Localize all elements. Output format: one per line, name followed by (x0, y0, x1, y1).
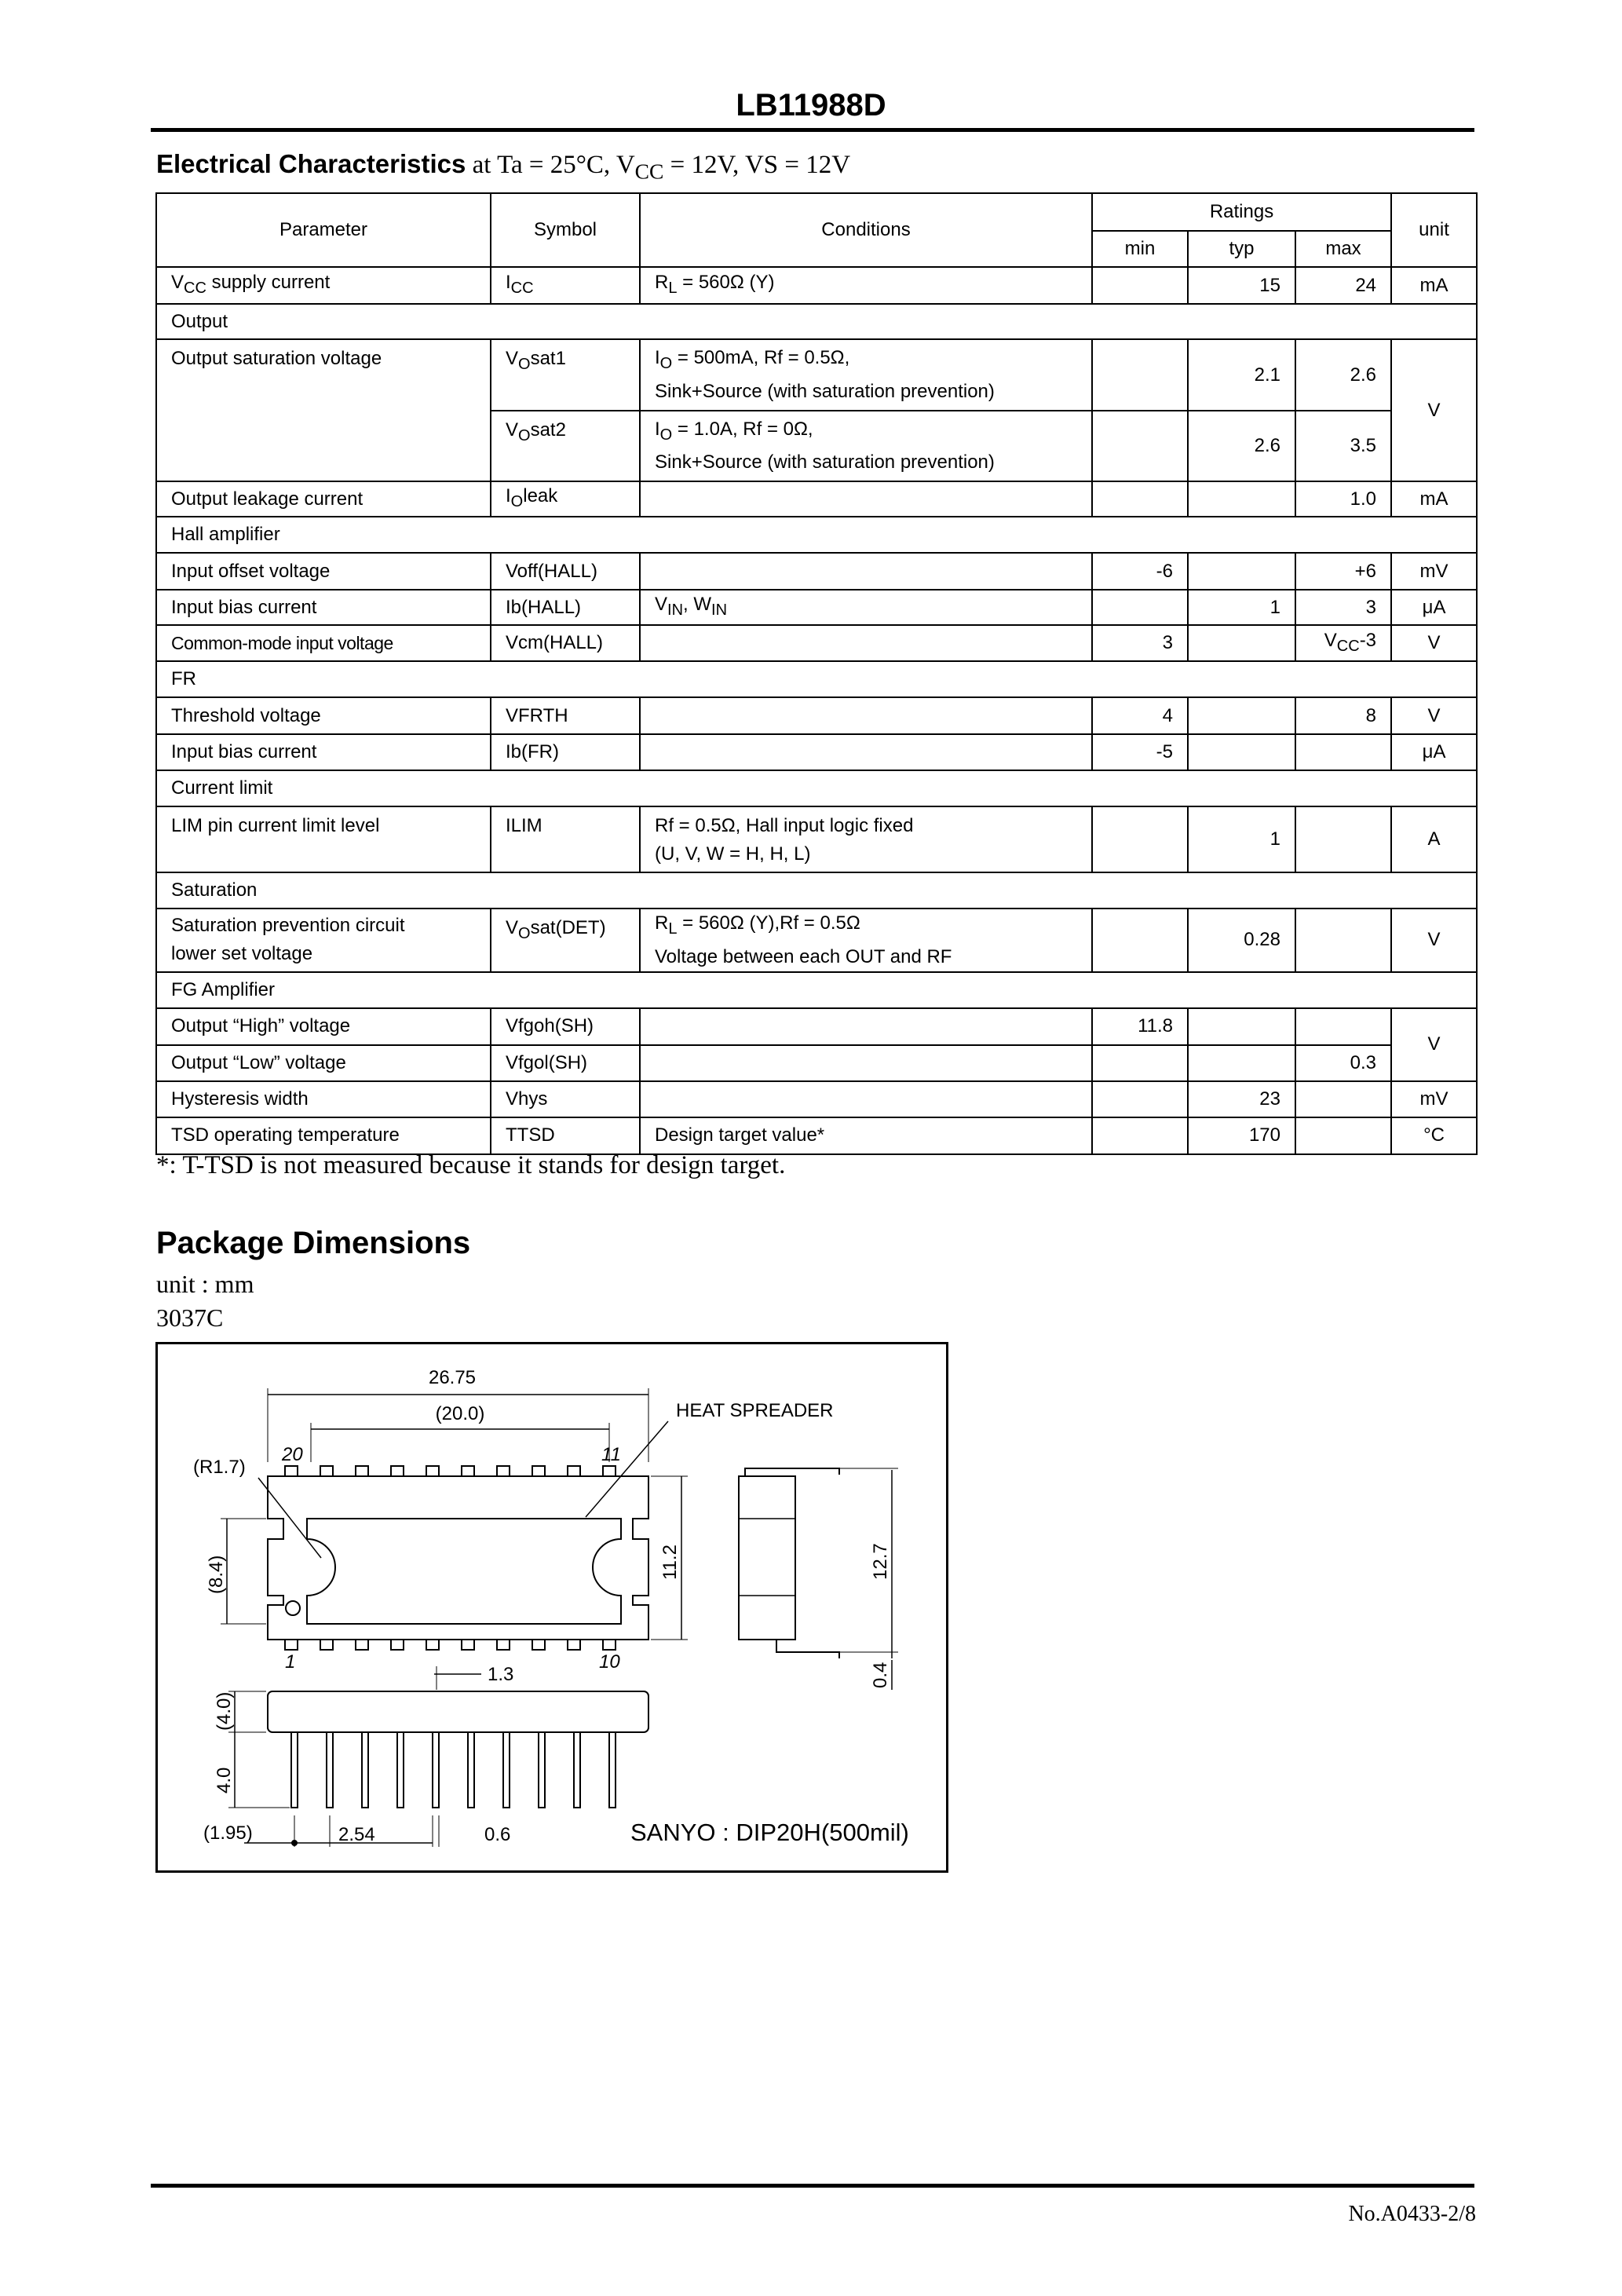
conditions-cell: Design target value* (640, 1117, 1092, 1154)
document-title: LB11988D (736, 88, 886, 122)
dim-end-offset: (1.95) (203, 1823, 253, 1844)
table-row (156, 806, 1477, 872)
param-cell: Output leakage current (156, 481, 491, 517)
max-cell: +6 (1295, 553, 1391, 590)
table-row (156, 590, 1477, 625)
typ-cell: 170 (1188, 1117, 1295, 1154)
max-cell: 24 (1295, 267, 1391, 304)
symbol-cell: VFRTH (491, 697, 640, 734)
max-cell: 1.0 (1295, 481, 1391, 517)
top-view-outline (268, 1476, 648, 1640)
footnote: *: T-TSD is not measured because it stands for design target. (156, 1151, 786, 1179)
typ-cell (1188, 553, 1295, 590)
dim-spreader-width: 11.2 (659, 1545, 681, 1580)
max-cell (1295, 909, 1391, 972)
bottom-rule (151, 2184, 1474, 2188)
label-radius: (R1.7) (193, 1457, 246, 1478)
top-rule (151, 128, 1474, 132)
min-cell: 4 (1092, 697, 1188, 734)
conditions-cell: $I_O = 1.0A$, Rf = 0Ω, Sink+Source (with saturation prevention) (640, 411, 1092, 481)
section-label: Saturation (156, 872, 1477, 909)
symbol-cell: $I_Oleak$ (491, 481, 640, 517)
dim-body-pitch: 1.3 (488, 1664, 514, 1685)
min-cell (1092, 590, 1188, 625)
conditions-cell (640, 553, 1092, 590)
typ-cell: 15 (1188, 267, 1295, 304)
param-cell: Input offset voltage (156, 553, 491, 590)
table-row (156, 697, 1477, 734)
header-conditions: Conditions (640, 193, 1092, 267)
min-cell (1092, 411, 1188, 481)
unit-cell: V (1391, 909, 1477, 972)
unit-cell: V (1391, 625, 1477, 661)
top-view (221, 1388, 688, 1650)
typ-cell (1188, 1045, 1295, 1081)
dim-lead-width: 0.6 (484, 1824, 511, 1845)
unit-cell: mV (1391, 1081, 1477, 1117)
conditions-cell: $R_L = 560\Omega$ (Y),Rf = 0.5Ω Voltage between each OUT and RF (640, 909, 1092, 972)
conditions-cell: Rf = 0.5Ω, Hall input logic fixed (U, V, W = H, H, L) (640, 806, 1092, 872)
symbol-cell: TTSD (491, 1117, 640, 1154)
min-cell (1092, 1117, 1188, 1154)
header-symbol: Symbol (491, 193, 640, 267)
typ-cell: 1 (1188, 590, 1295, 625)
header-min: min (1092, 231, 1188, 267)
table-row (156, 1081, 1477, 1117)
symbol-cell: ILIM (491, 806, 640, 872)
header-typ: typ (1188, 231, 1295, 267)
symbol-cell: $V_Osat(DET)$ (491, 909, 640, 972)
conditions-cell (640, 1081, 1092, 1117)
unit-cell: A (1391, 806, 1477, 872)
section-row (156, 770, 1477, 806)
header-ratings: Ratings (1092, 193, 1391, 231)
min-cell: 11.8 (1092, 1008, 1188, 1045)
param-cell: Output “Low” voltage (156, 1045, 491, 1081)
max-cell: 0.3 (1295, 1045, 1391, 1081)
conditions-cell: $R_L = 560\Omega$ (Y) (640, 267, 1092, 304)
symbol-cell: Voff(HALL) (491, 553, 640, 590)
header-max: max (1295, 231, 1391, 267)
max-cell: 3 (1295, 590, 1391, 625)
dim-pin-span: (20.0) (435, 1403, 485, 1424)
conditions-cell: $V_{IN}$, $W_{IN}$ (640, 590, 1092, 625)
dim-lead-length: 4.0 (214, 1767, 235, 1793)
electrical-characteristics-table (155, 192, 1478, 1155)
typ-cell (1188, 481, 1295, 517)
param-cell: Output “High” voltage (156, 1008, 491, 1045)
dim-total-length: 26.75 (428, 1367, 477, 1388)
typ-cell: 23 (1188, 1081, 1295, 1117)
section-label: Current limit (156, 770, 1477, 806)
conditions-prefix: at Ta = 25°C, V (466, 151, 635, 179)
min-cell (1092, 1081, 1188, 1117)
table-row (156, 1008, 1477, 1045)
section-title: Electrical Characteristics (156, 149, 466, 178)
section-row (156, 517, 1477, 553)
max-cell (1295, 1117, 1391, 1154)
table-row (156, 734, 1477, 770)
dim-pitch: 2.54 (338, 1824, 375, 1845)
header-row (156, 193, 1477, 231)
conditions-cell (640, 697, 1092, 734)
conditions-cell: $I_O = 500mA$, Rf = 0.5Ω, Sink+Source (with saturation prevention) (640, 339, 1092, 411)
symbol-cell: Vcm(HALL) (491, 625, 640, 661)
pin1-index-mark (286, 1601, 300, 1615)
unit-cell: °C (1391, 1117, 1477, 1154)
unit-cell: μA (1391, 734, 1477, 770)
conditions-cell (640, 1008, 1092, 1045)
param-cell: Common-mode input voltage (156, 625, 491, 661)
typ-cell: 2.1 (1188, 339, 1295, 411)
section-label: FG Amplifier (156, 972, 1477, 1008)
min-cell (1092, 806, 1188, 872)
package-name-label: SANYO : DIP20H(500mil) (630, 1819, 909, 1846)
section-row (156, 304, 1477, 339)
typ-cell (1188, 625, 1295, 661)
package-dimensions-heading: Package Dimensions (156, 1226, 471, 1260)
section-row (156, 872, 1477, 909)
table-row (156, 267, 1477, 304)
table-row (156, 339, 1477, 411)
param-cell: Input bias current (156, 590, 491, 625)
conditions-cell (640, 481, 1092, 517)
section-label: Output (156, 304, 1477, 339)
table-row (156, 553, 1477, 590)
conditions-cell (640, 625, 1092, 661)
unit-cell: μA (1391, 590, 1477, 625)
symbol-cell: Ib(HALL) (491, 590, 640, 625)
label-pin-20: 20 (282, 1444, 303, 1465)
front-view-body (268, 1691, 648, 1732)
electrical-characteristics-heading (156, 149, 850, 185)
conditions-suffix: = 12V, VS = 12V (663, 151, 851, 179)
max-cell (1295, 1081, 1391, 1117)
max-cell: 8 (1295, 697, 1391, 734)
conditions-sub: CC (634, 159, 664, 184)
table-row (156, 1045, 1477, 1081)
typ-cell (1188, 697, 1295, 734)
max-cell: 2.6 (1295, 339, 1391, 411)
typ-cell (1188, 734, 1295, 770)
table-row (156, 625, 1477, 661)
typ-cell: 2.6 (1188, 411, 1295, 481)
front-view-leads (291, 1732, 616, 1808)
label-heat-spreader: HEAT SPREADER (676, 1400, 834, 1421)
dim-overall-width: 12.7 (870, 1543, 891, 1580)
min-cell (1092, 481, 1188, 517)
param-cell: $V_{CC}$ supply current (156, 267, 491, 304)
table-row (156, 909, 1477, 972)
dim-body-height: (4.0) (214, 1691, 235, 1731)
param-cell: TSD operating temperature (156, 1117, 491, 1154)
param-cell: Hysteresis width (156, 1081, 491, 1117)
min-cell (1092, 267, 1188, 304)
min-cell: -5 (1092, 734, 1188, 770)
unit-cell: V (1391, 1008, 1477, 1081)
min-cell (1092, 909, 1188, 972)
min-cell (1092, 1045, 1188, 1081)
section-label: FR (156, 661, 1477, 697)
symbol-cell: $V_Osat1$ (491, 339, 640, 411)
symbol-cell: Vfgoh(SH) (491, 1008, 640, 1045)
symbol-cell: Ib(FR) (491, 734, 640, 770)
top-view-body (307, 1519, 621, 1624)
label-pin-1: 1 (285, 1651, 296, 1673)
section-row (156, 661, 1477, 697)
label-pin-11: 11 (601, 1444, 621, 1465)
param-cell: Threshold voltage (156, 697, 491, 734)
package-outline-drawing (158, 1344, 946, 1870)
param-cell: Saturation prevention circuit lower set voltage (156, 909, 491, 972)
unit-cell: mA (1391, 267, 1477, 304)
max-cell (1295, 734, 1391, 770)
unit-cell: mA (1391, 481, 1477, 517)
symbol-cell: $V_Osat2$ (491, 411, 640, 481)
package-code: 3037C (156, 1303, 224, 1332)
side-view-lead-bottom (776, 1640, 839, 1658)
header-parameter: Parameter (156, 193, 491, 267)
typ-cell: 1 (1188, 806, 1295, 872)
typ-cell: 0.28 (1188, 909, 1295, 972)
front-view (228, 1666, 648, 1847)
max-cell (1295, 1008, 1391, 1045)
side-view-body (739, 1476, 795, 1640)
side-view-lead-top (745, 1468, 839, 1476)
label-pin-10: 10 (599, 1651, 620, 1673)
unit-cell: V (1391, 697, 1477, 734)
min-cell (1092, 339, 1188, 411)
max-cell: $V_{CC}-3$ (1295, 625, 1391, 661)
bottom-pin-row (285, 1640, 616, 1650)
dim-body-width: (8.4) (206, 1555, 227, 1594)
symbol-cell: $I_{CC}$ (491, 267, 640, 304)
param-cell: Input bias current (156, 734, 491, 770)
unit-cell: V (1391, 339, 1477, 481)
unit-cell: mV (1391, 553, 1477, 590)
package-unit: unit : mm (156, 1270, 254, 1298)
max-cell (1295, 806, 1391, 872)
table-row (156, 481, 1477, 517)
conditions-cell (640, 1045, 1092, 1081)
header-unit: unit (1391, 193, 1477, 267)
conditions-cell (640, 734, 1092, 770)
typ-cell (1188, 1008, 1295, 1045)
package-drawing-frame (155, 1342, 948, 1873)
table-row (156, 1117, 1477, 1154)
symbol-cell: Vfgol(SH) (491, 1045, 640, 1081)
symbol-cell: Vhys (491, 1081, 640, 1117)
section-row (156, 972, 1477, 1008)
min-cell: 3 (1092, 625, 1188, 661)
param-cell: Output saturation voltage (156, 339, 491, 481)
max-cell: 3.5 (1295, 411, 1391, 481)
min-cell: -6 (1092, 553, 1188, 590)
top-pin-row (285, 1466, 616, 1476)
page-number: No.A0433-2/8 (1348, 2202, 1476, 2226)
dim-lead-thickness: 0.4 (870, 1662, 891, 1688)
param-cell: LIM pin current limit level (156, 806, 491, 872)
section-label: Hall amplifier (156, 517, 1477, 553)
